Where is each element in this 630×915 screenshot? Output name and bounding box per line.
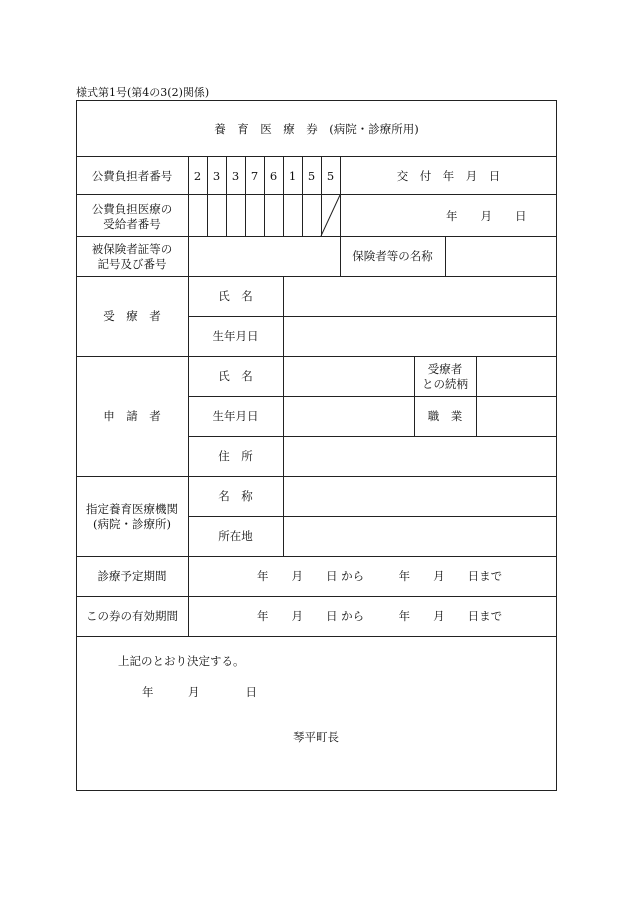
treatment-period-label: 診療予定期間 <box>97 569 167 583</box>
patient-dob-label: 生年月日 <box>212 329 259 343</box>
issue-date-value: 年 月 日 <box>446 209 527 223</box>
institution-name-label: 名 称 <box>218 489 253 503</box>
treatment-period-value: 年 月 日 から 年 月 日まで <box>257 569 503 583</box>
insured-card-label: 記号及び番号 <box>97 257 167 271</box>
institution-label: (病院・診療所) <box>93 517 171 531</box>
occupation-label: 職 業 <box>427 409 463 423</box>
insured-card-label: 被保険者証等の <box>91 242 173 256</box>
burden-digit: 7 <box>250 169 259 183</box>
institution-label: 指定養育医療機関 <box>86 502 178 516</box>
validity-period-label: この券の有効期間 <box>86 609 178 623</box>
burden-digit: 3 <box>231 169 240 183</box>
burden-digit: 3 <box>212 169 221 183</box>
form-title: 養 育 医 療 券 (病院・診療所用) <box>214 122 419 136</box>
burden-digit: 2 <box>193 169 202 183</box>
applicant-dob-label: 生年月日 <box>212 409 259 423</box>
institution-location-label: 所在地 <box>218 529 253 543</box>
relation-label: との続柄 <box>422 377 468 391</box>
applicant-name-label: 氏 名 <box>218 369 253 383</box>
recipient-number-label: 受給者番号 <box>103 217 161 231</box>
burden-digit: 5 <box>326 169 335 183</box>
relation-label: 受療者 <box>427 362 463 376</box>
form-label: 様式第1号(第4の3(2)関係) <box>76 86 210 99</box>
issue-date-label: 交 付 年 月 日 <box>396 169 501 183</box>
decision-statement: 上記のとおり決定する。 <box>118 654 245 668</box>
recipient-number-label: 公費負担医療の <box>91 202 173 216</box>
address-label: 住 所 <box>218 449 253 463</box>
burden-digit: 6 <box>269 169 278 183</box>
mayor-signature: 琴平町長 <box>293 730 339 744</box>
patient-label: 受 療 者 <box>103 309 161 323</box>
patient-name-label: 氏 名 <box>218 289 253 303</box>
decision-date: 年 月 日 <box>142 685 257 699</box>
burden-number-label: 公費負担者番号 <box>91 169 173 183</box>
burden-digit: 1 <box>288 169 297 183</box>
insurer-name-label: 保険者等の名称 <box>352 249 433 263</box>
applicant-label: 申 請 者 <box>103 409 161 423</box>
validity-period-value: 年 月 日 から 年 月 日まで <box>257 609 503 623</box>
burden-digit: 5 <box>307 169 316 183</box>
